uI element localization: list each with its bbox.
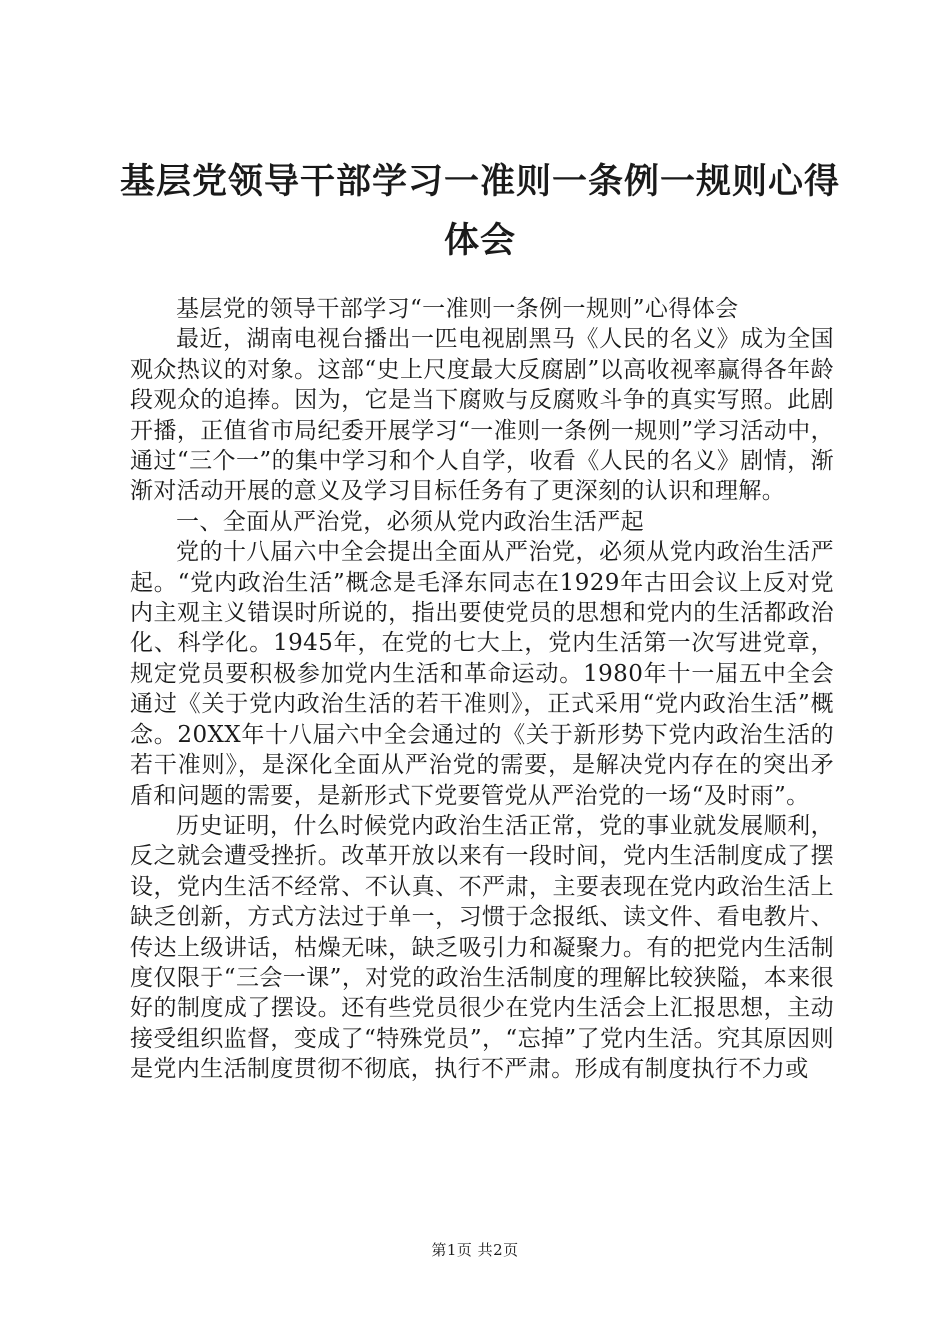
document-title-line-1: 基层党领导干部学习一准则一条例一规则心得 (119, 162, 840, 202)
paragraph-evidence: 历史证明，什么时候党内政治生活正常，党的事业就发展顺利，反之就会遭受挫折。改革开放以来有一段时间，党内生活制度成了摆设，党内生活不经常、不认真、不严肃，主要表现在党内政治生活上缺乏创新，方式方法过于单一，习惯于念报纸、读文件、看电教片、传达上级讲话，枯燥无味，缺乏吸引力和凝聚力。有的把党内生活制度仅限于“三会一课”，对党的政治生活制度的理解比较狭隘，本来很好的制度成了摆设。还有些党员很少在党内生活会上汇报思想，主动接受组织监督，变成了“特殊党员”，“忘掉”了党内生活。究其原因则是党内生活制度贯彻不彻底，执行不严肃。形成有制度执行不力或 (130, 812, 834, 1083)
section-heading-1: 一、全面从严治党，必须从党内政治生活严起 (176, 508, 644, 535)
paragraph-subtitle: 基层党的领导干部学习“一准则一条例一规则”心得体会 (176, 296, 739, 322)
document-body (130, 294, 834, 1085)
page-footer: 第1页 共2页 (431, 1241, 519, 1259)
paragraph-intro: 最近，湖南电视台播出一匹电视剧黑马《人民的名义》成为全国观众热议的对象。这部“史上尺度最大反腐剧”以高收视率赢得各年龄段观众的追捧。因为，它是当下腐败与反腐败斗争的真实写照。此剧开播，正值省市局纪委开展学习“一准则一条例一规则”学习活动中，通过“三个一”的集中学习和个人自学，收看《人民的名义》剧情，渐渐对活动开展的意义及学习目标任务有了更深刻的认识和理解。 (130, 326, 834, 505)
paragraph-history: 党的十八届六中全会提出全面从严治党，必须从党内政治生活严起。“党内政治生活”概念是毛泽东同志在1929年古田会议上反对党内主观主义错误时所说的，指出要使党员的思想和党内的生活都政治化、科学化。1945年，在党的七大上，党内生活第一次写进党章，规定党员要积极参加党内生活和革命运动。1980年十一届五中全会通过《关于党内政治生活的若干准则》，正式采用“党内政治生活”概念。20XX年十八届六中全会通过的《关于新形势下党内政治生活的若干准则》，是深化全面从严治党的需要，是解决党内存在的突出矛盾和问题的需要，是新形式下党要管党从严治党的一场“及时雨”。 (130, 539, 834, 809)
document-title-line-2: 体会 (443, 221, 516, 261)
